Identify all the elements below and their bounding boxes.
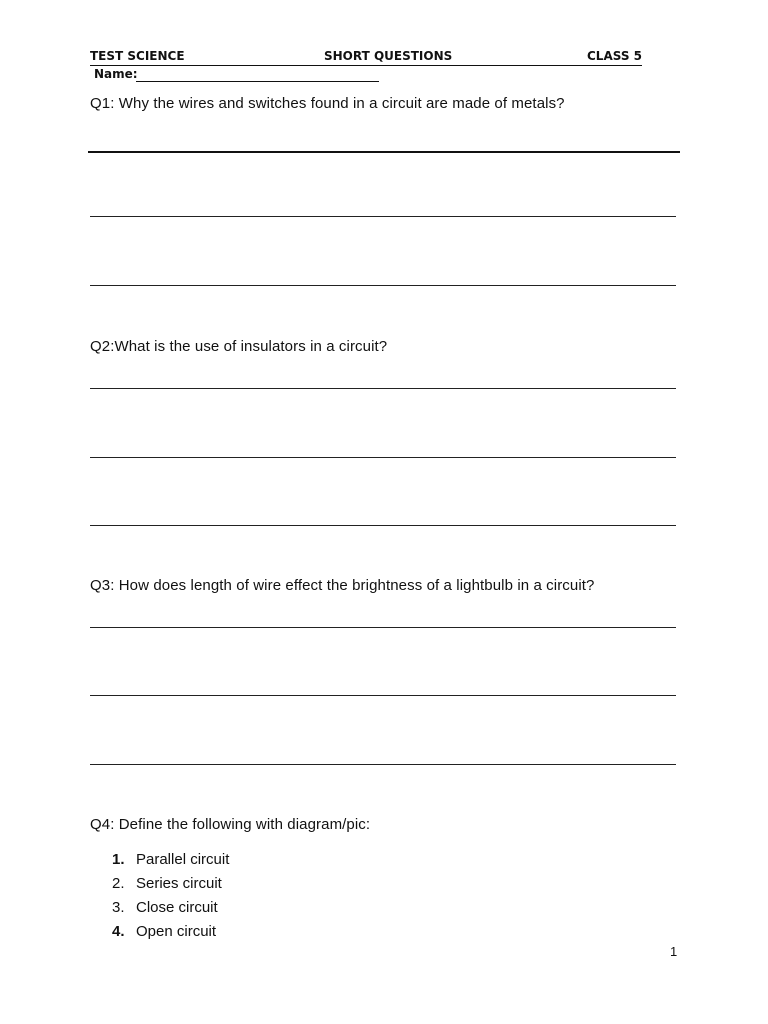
question-text: : Define the following with diagram/pic: <box>110 816 371 833</box>
answer-line[interactable] <box>90 695 676 696</box>
answer-line[interactable] <box>88 151 680 153</box>
question-number: Q3 <box>90 577 111 594</box>
definition-list <box>112 849 229 945</box>
question-number: Q2 <box>90 338 111 355</box>
list-item-label: Open circuit <box>136 923 217 940</box>
answer-line[interactable] <box>90 764 676 765</box>
answer-line[interactable] <box>90 285 676 286</box>
header-class: CLASS 5 <box>586 49 642 63</box>
question-number: Q1 <box>90 95 111 112</box>
list-item-label: Parallel circuit <box>136 851 230 868</box>
list-number: 1. <box>112 851 125 868</box>
answer-line[interactable] <box>90 457 676 458</box>
list-item <box>112 849 229 873</box>
question-4 <box>90 816 370 833</box>
answer-line[interactable] <box>90 388 676 389</box>
answer-line[interactable] <box>90 627 676 628</box>
list-number: 2. <box>112 875 125 892</box>
answer-line[interactable] <box>90 216 676 217</box>
question-1 <box>90 95 565 112</box>
list-item-label: Series circuit <box>136 875 222 892</box>
list-number: 4. <box>112 923 125 940</box>
question-number: Q4 <box>90 816 111 833</box>
question-text: : Why the wires and switches found in a circuit are made of metals? <box>110 95 565 112</box>
list-item-label: Close circuit <box>136 899 218 916</box>
header-section: SHORT QUESTIONS <box>324 49 453 63</box>
question-text: : How does length of wire effect the brightness of a lightbulb in a circuit? <box>110 577 595 594</box>
header-subject: TEST SCIENCE <box>90 49 185 63</box>
list-number: 3. <box>112 899 125 916</box>
list-item <box>112 897 229 921</box>
name-field-line[interactable] <box>136 81 379 82</box>
list-item <box>112 873 229 897</box>
header-row <box>90 48 642 66</box>
question-2 <box>90 338 387 355</box>
answer-line[interactable] <box>90 525 676 526</box>
list-item <box>112 921 229 945</box>
question-3 <box>90 577 594 594</box>
page-number: 1 <box>670 944 678 959</box>
name-label: Name: <box>94 67 138 81</box>
question-text: :What is the use of insulators in a circuit? <box>110 338 388 355</box>
